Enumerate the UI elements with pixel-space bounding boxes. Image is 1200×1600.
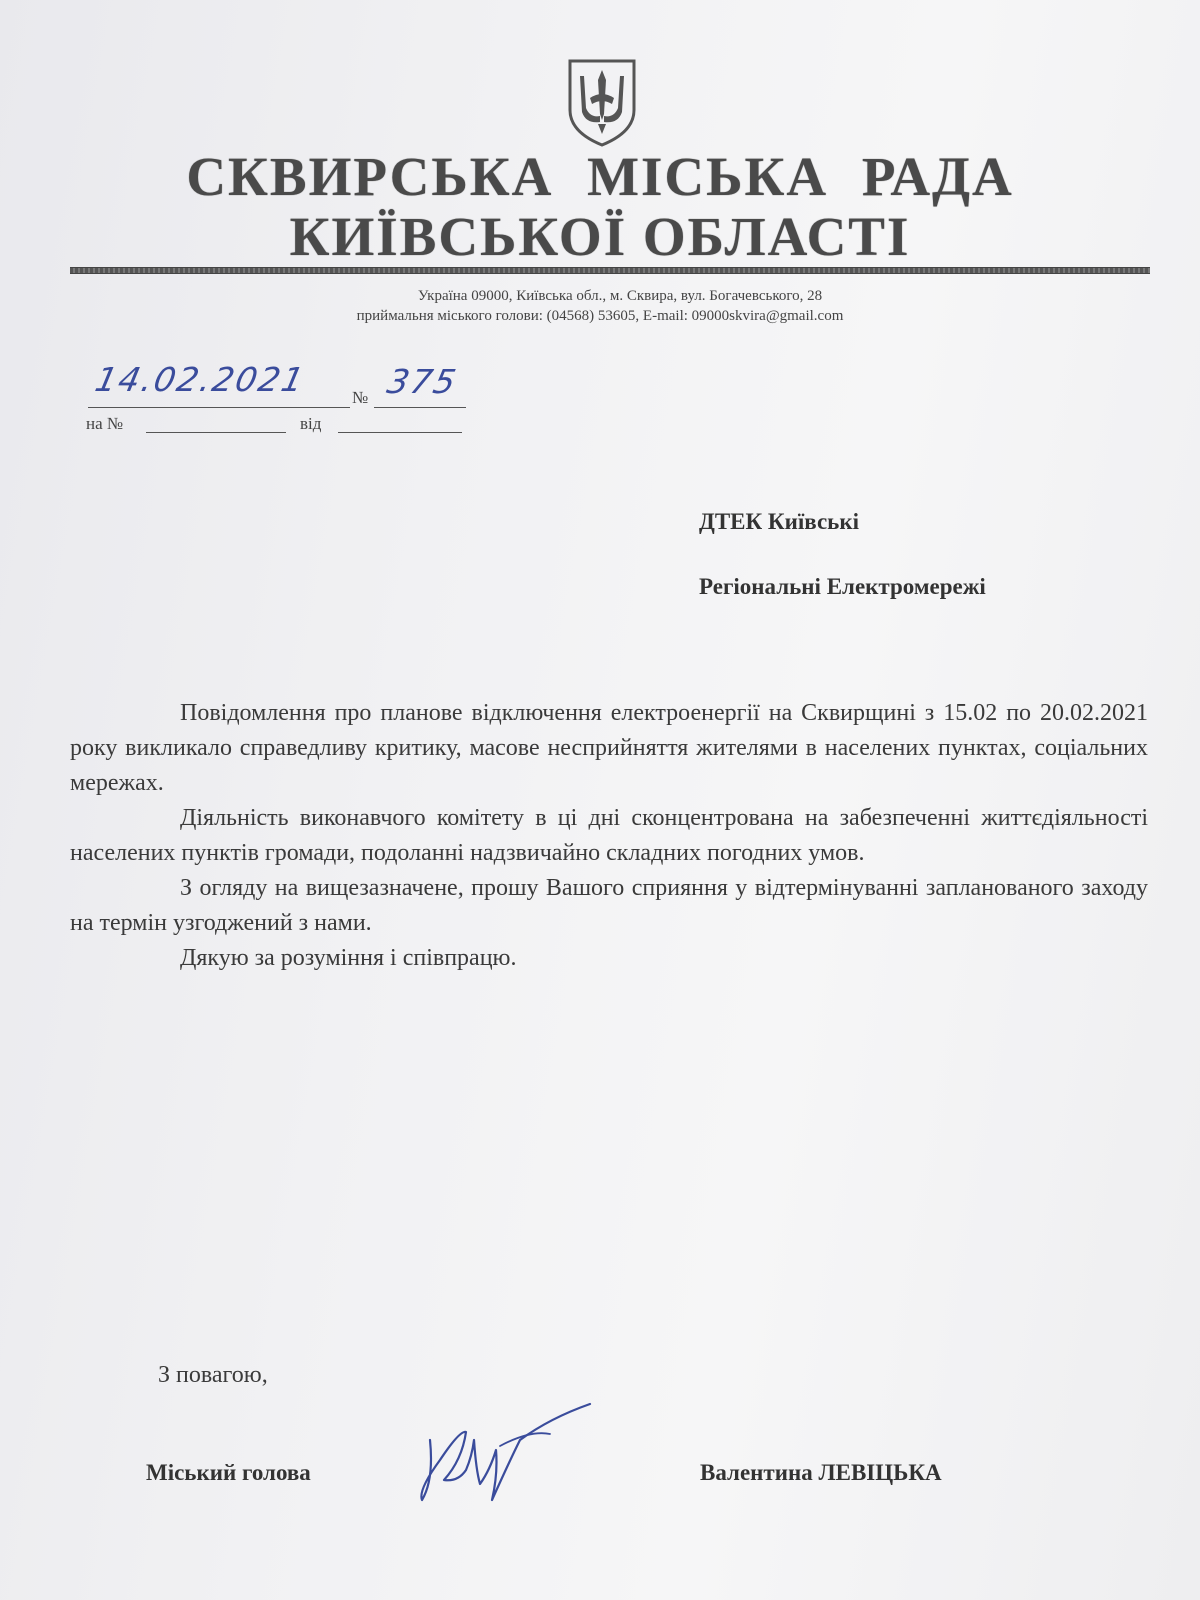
handwritten-signature-icon [400,1400,600,1510]
ref-blank [146,432,286,433]
council-title: СКВИРСЬКА МІСЬКА РАДА [186,146,1014,207]
from-label: від [300,414,322,433]
handwritten-number: 375 [383,362,462,401]
paragraph: Дякую за розуміння і співпрацю. [180,945,517,971]
salutation: З повагою, [158,1362,268,1388]
signer-title: Міський голова [146,1460,311,1485]
paragraph: Діяльність виконавчого комітету в ці дні сконцентрована на забезпеченні життєдіяльності населених пунктів громади, подоланні надзвичайно складних погодних умов. [70,805,1148,866]
letter-body [70,696,1148,976]
paragraph: Повідомлення про планове відключення електроенергії на Сквирщині з 15.02 по 20.02.2021 року викликало справедливу критику, масове несприйняття жителями в населених пунктах, соціальних мережах. [70,700,1148,796]
trident-coat-of-arms-icon [566,58,638,148]
header-divider [70,267,1150,274]
recipient-line2: Регіональні Електромережі [699,574,986,599]
registration-line [88,360,468,408]
handwritten-date: 14.02.2021 [91,360,310,399]
paragraph: З огляду на вищезазначене, прошу Вашого сприяння у відтермінуванні запланованого заходу на термін узгоджений з нами. [70,875,1148,936]
recipient-line1: ДТЕК Київські [699,509,859,534]
date-field [88,360,350,408]
ref-label: на № [86,414,124,433]
from-blank [338,432,462,433]
reference-line [86,414,486,438]
contact-line: приймальня міського голови: (04568) 53605, E-mail: 09000skvira@gmail.com [356,308,844,324]
region-title: КИЇВСЬКОЇ ОБЛАСТІ [289,206,911,267]
signer-name: Валентина ЛЕВІЦЬКА [700,1460,942,1485]
number-label: № [352,388,369,407]
address-line: Україна 09000, Київська обл., м. Сквира, вул. Богачевського, 28 [417,288,823,304]
